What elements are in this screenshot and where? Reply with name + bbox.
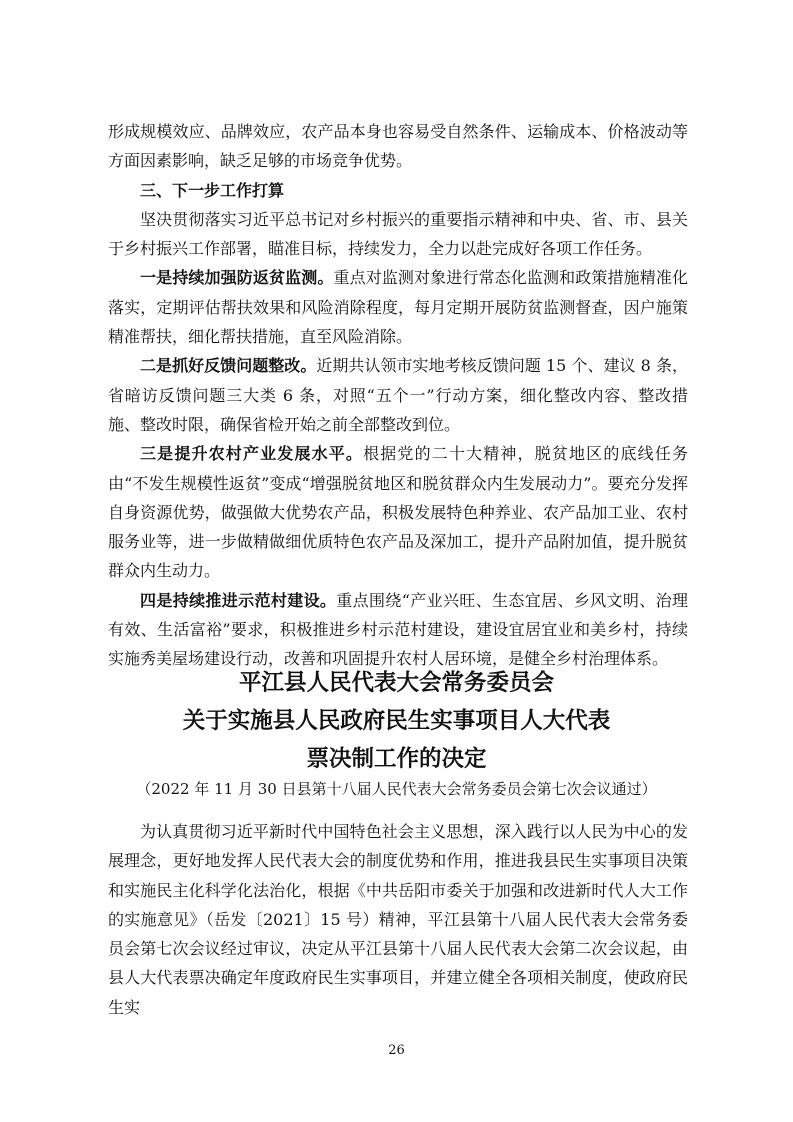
decision-subtitle: （2022 年 11 月 30 日县第十八届人民代表大会常务委员会第七次会议通过） bbox=[136, 780, 657, 798]
item-1 bbox=[108, 263, 688, 351]
item-4-lead: 四是持续推进示范村建设。 bbox=[140, 590, 337, 610]
decision-title bbox=[0, 664, 793, 778]
item-1-lead: 一是持续加强防返贫监测。 bbox=[140, 268, 334, 288]
decision-title-line-1: 平江县人民代表大会常务委员会 bbox=[238, 670, 554, 696]
item-3-lead: 三是提升农村产业发展水平。 bbox=[140, 444, 364, 464]
section-heading-next-steps: 三、下一步工作打算 bbox=[140, 180, 285, 200]
item-3 bbox=[108, 439, 688, 585]
item-3-text: 根据党的二十大精神，脱贫地区的底线任务由“不发生规模性返贫”变成“增强脱贫地区和脱贫群众内生发展动力”。要充分发挥自身资源优势，做强做大优势农产品，积极发展特色种养业、农产品加工业、农村服务业等，进一步做精做细优质特色农产品及深加工，提升产品附加值，提升脱贫群众内生动力。 bbox=[108, 444, 688, 581]
item-1-text: 重点对监测对象进行常态化监测和政策措施精准化落实，定期评估帮扶效果和风险消除程度，每月定期开展防贫监测督查，因户施策精准帮扶，细化帮扶措施，直至风险消除。 bbox=[108, 268, 688, 347]
item-4-text: 重点围绕“产业兴旺、生态宜居、乡风文明、治理有效、生活富裕”要求，积极推进乡村示范村建设，建设宜居宜业和美乡村，持续实施秀美屋场建设行动，改善和巩固提升农村人居环境，是健全乡村治理体系。 bbox=[108, 590, 688, 669]
decision-title-line-3: 票决制工作的决定 bbox=[306, 746, 487, 772]
paragraph-market-competition: 形成规模效应、品牌效应，农产品本身也容易受自然条件、运输成本、价格波动等方面因素影响，缺乏足够的市场竞争优势。 bbox=[108, 122, 688, 171]
decision-title-line-2: 关于实施县人民政府民生实事项目人大代表 bbox=[182, 708, 611, 734]
item-2-text: 近期共认领市实地考核反馈问题 15 个、建议 8 条，省暗访反馈问题三大类 6 条，对照“五个一”行动方案，细化整改内容、整改措施、整改时限，确保省检开始之前全部整改到位。 bbox=[108, 356, 688, 434]
paragraph-intro: 坚决贯彻落实习近平总书记对乡村振兴的重要指示精神和中央、省、市、县关于乡村振兴工作部署，瞄准目标，持续发力，全力以赴完成好各项工作任务。 bbox=[108, 209, 688, 259]
decision-body bbox=[108, 817, 688, 1022]
item-2 bbox=[108, 351, 688, 439]
item-4 bbox=[108, 586, 688, 674]
report-continuation bbox=[108, 117, 688, 674]
decision-paragraph: 为认真贯彻习近平新时代中国特色社会主义思想，深入践行以人民为中心的发展理念，更好地发挥人民代表大会的制度优势和作用，推进我县民生实事项目决策和实施民主化科学化法治化，根据《中共岳阳市委关于加强和改进新时代人大工作的实施意见》（岳发〔2021〕15 号）精神，平江县第十八届人民代表大会常务委员会第七次会议经过审议，决定从平江县第十八届人民代表大会第二次会议起，由县人大代表票决确定年度政府民生实事项目，并建立健全各项相关制度，使政府民生实 bbox=[108, 822, 688, 1017]
page-number: 26 bbox=[388, 1043, 405, 1058]
item-2-lead: 二是抓好反馈问题整改。 bbox=[140, 356, 317, 376]
